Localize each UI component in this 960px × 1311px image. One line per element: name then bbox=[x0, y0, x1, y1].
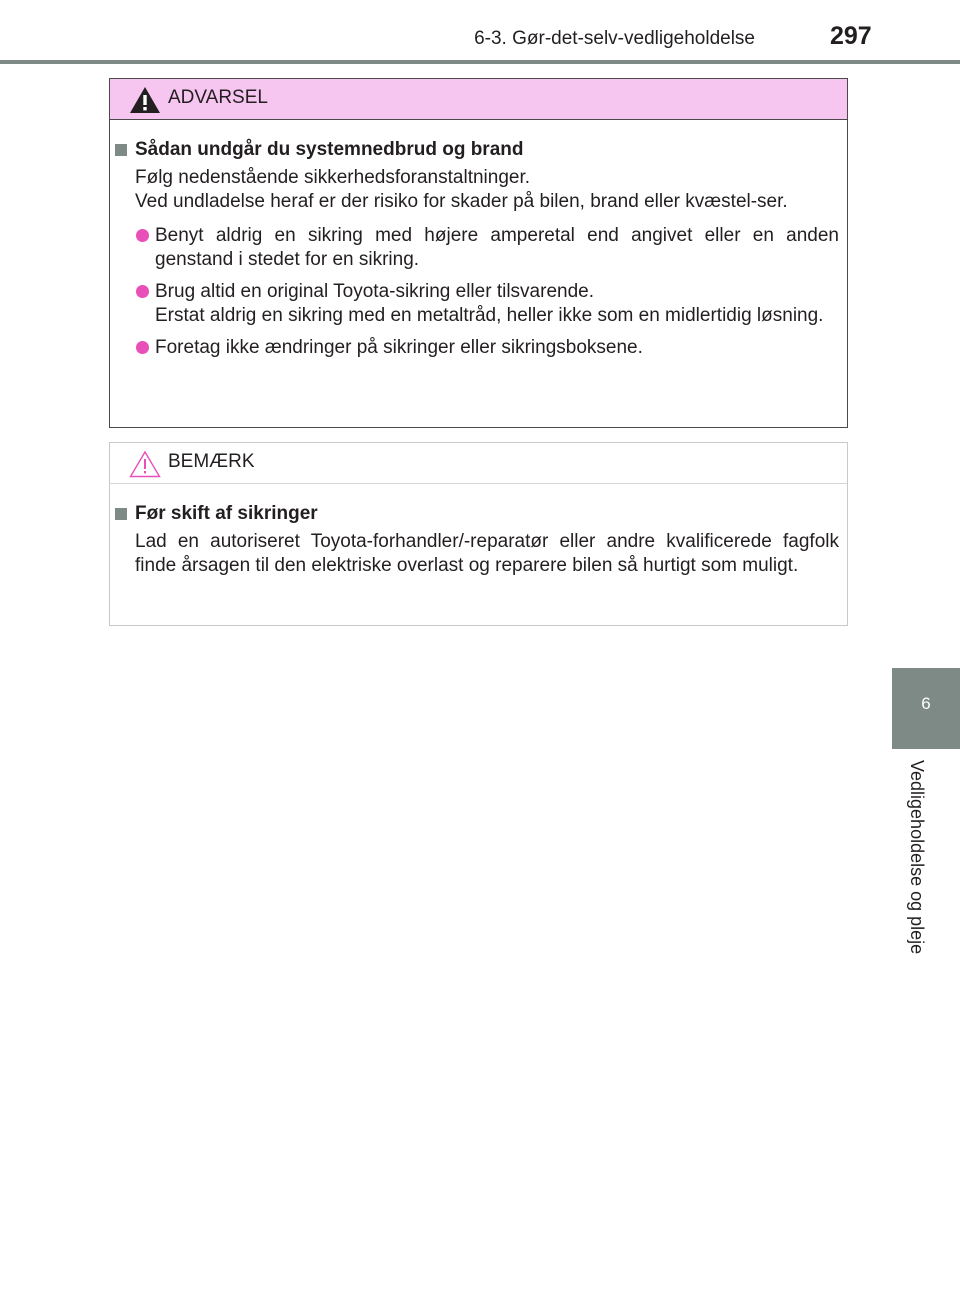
warning-section-title-text: Sådan undgår du systemnedbrud og brand bbox=[135, 139, 524, 160]
notice-text: Lad en autoriseret Toyota-forhandler/-reparatør eller andre kvalificerede fagfolk finde årsagen til den elektriske overlast og reparere bilen så hurtigt som muligt. bbox=[135, 531, 839, 576]
round-bullet-icon bbox=[136, 229, 149, 242]
warning-box bbox=[109, 78, 848, 428]
chapter-label: Vedligeholdelse og pleje bbox=[907, 760, 927, 955]
notice-section-title bbox=[114, 502, 839, 526]
notice-box bbox=[109, 442, 848, 626]
warning-body bbox=[110, 120, 847, 360]
list-item bbox=[114, 336, 839, 360]
notice-section-title-text: Før skift af sikringer bbox=[135, 503, 318, 524]
list-item bbox=[114, 280, 839, 328]
bullet-line: Erstat aldrig en sikring med en metaltråd, heller ikke som en midlertidig løsning. bbox=[155, 305, 824, 326]
list-item bbox=[114, 224, 839, 272]
warning-triangle-icon bbox=[129, 86, 161, 114]
square-bullet-icon bbox=[115, 144, 127, 156]
warning-label: ADVARSEL bbox=[168, 87, 268, 108]
warning-bullet-list bbox=[114, 224, 839, 360]
header-section-title: 6-3. Gør-det-selv-vedligeholdelse bbox=[474, 28, 755, 49]
bullet-line: Benyt aldrig en sikring med højere amperetal end angivet eller en anden genstand i stedet for en sikring. bbox=[155, 225, 839, 270]
warning-intro-line: Følg nedenstående sikkerhedsforanstaltninger. bbox=[135, 167, 531, 188]
square-bullet-icon bbox=[115, 508, 127, 520]
round-bullet-icon bbox=[136, 341, 149, 354]
warning-box-header bbox=[110, 79, 847, 120]
warning-section-title bbox=[114, 138, 839, 162]
chapter-tab[interactable]: 6 bbox=[892, 668, 960, 749]
warning-intro-line: Ved undladelse heraf er der risiko for skader på bilen, brand eller kvæstel-ser. bbox=[135, 191, 788, 212]
notice-box-header bbox=[110, 443, 847, 484]
notice-label: BEMÆRK bbox=[168, 451, 255, 472]
bullet-line: Foretag ikke ændringer på sikringer eller sikringsboksene. bbox=[155, 337, 643, 358]
header-rule bbox=[0, 60, 960, 64]
notice-triangle-icon bbox=[129, 450, 161, 478]
page-number: 297 bbox=[830, 22, 872, 50]
bullet-line: Brug altid en original Toyota-sikring eller tilsvarende. bbox=[155, 281, 594, 302]
warning-intro bbox=[114, 166, 839, 214]
round-bullet-icon bbox=[136, 285, 149, 298]
notice-body bbox=[110, 484, 847, 578]
